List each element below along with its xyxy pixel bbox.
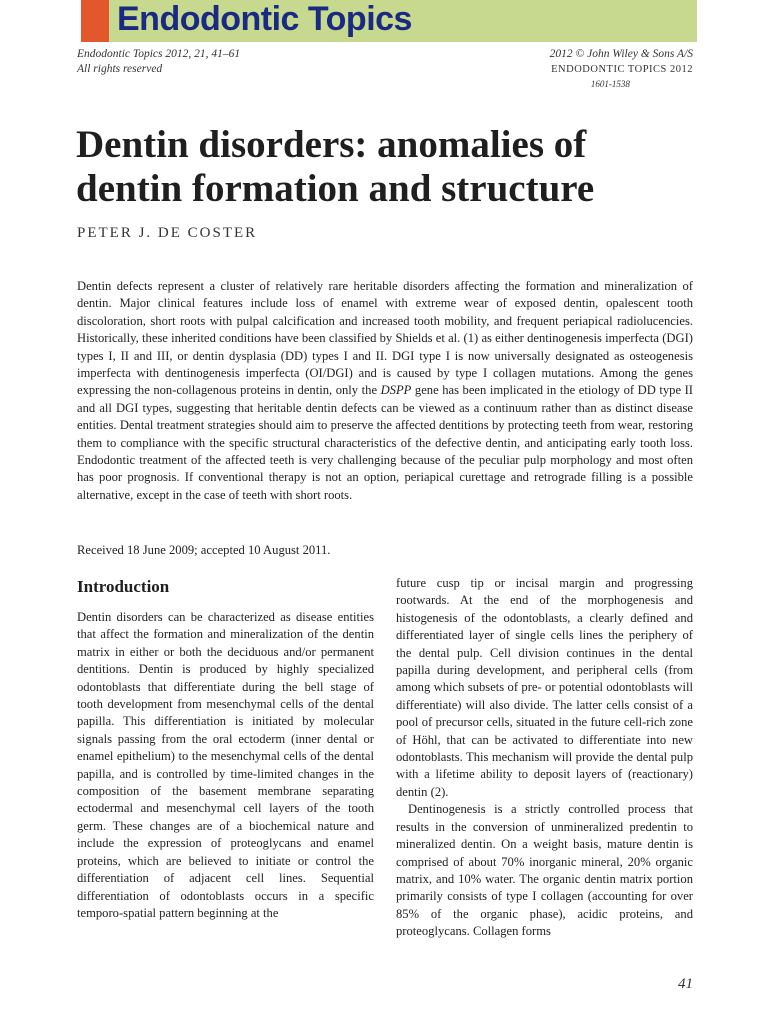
banner-accent-square — [81, 0, 109, 42]
body-paragraph: future cusp tip or incisal margin and progressing rootwards. At the end of the morphogenesis and histogenesis of the odontoblasts, a clearly defined and differentiated layer of single cells lines the periphery of the dental pulp. Cell division continues in the dental papilla during development, and peripheral cells (from among which subsets of pre- or potential odontoblasts will differentiate) will also divide. The latter cells consist of a pool of precursor cells, situated in the future cell-rich zone of Höhl, that can be activated to differentiate into new odontoblasts. This mechanism will provide the dental pulp with a lifetime ability to deposit layers of (reactionary) dentin (2). — [396, 576, 693, 799]
body-paragraph: Dentinogenesis is a strictly controlled process that results in the conversion of unmineralized predentin to mineralized dentin. On a weight basis, mature dentin is comprised of about 70% inorganic mineral, 20% organic matrix, and 10% water. The organic dentin matrix portion primarily consists of type I collagen (accounting for over 85% of the organic phase), acidic proteins, and proteoglycans. Collagen forms — [396, 802, 693, 939]
page-number: 41 — [678, 976, 693, 992]
journal-citation: Endodontic Topics 2012, 21, 41–61 — [77, 48, 241, 60]
right-column — [396, 575, 693, 941]
journal-title: Endodontic Topics — [117, 0, 412, 38]
received-dates: Received 18 June 2009; accepted 10 August 2011. — [77, 543, 331, 557]
left-column — [77, 576, 374, 922]
abstract — [77, 278, 693, 504]
publisher-block — [550, 47, 693, 92]
abstract-text-2: gene has been implicated in the etiology of DD type II and all DGI types, suggesting that heritable dentin defects can be viewed as a continuum rather than as distinct disease entities. Dental treatment strategies should aim to preserve the affected dentitions by protecting teeth from wear, restoring them to compliance with the specific structural characteristics of the defective dentin, and anticipating early tooth loss. Endodontic treatment of the affected teeth is very challenging because of the peculiar pulp morphology and most often has poor prognosis. If conventional therapy is not an option, periapical curettage and retrograde filling is a possible alternative, except in the case of teeth with short roots. — [77, 383, 693, 502]
copyright-notice: 2012 © John Wiley & Sons A/S — [549, 48, 693, 60]
rights-notice: All rights reserved — [77, 63, 163, 75]
author-name: PETER J. DE COSTER — [77, 225, 258, 241]
body-paragraph: Dentin disorders can be characterized as disease entities that affect the formation and mineralization of the dentin matrix in either or both the deciduous and/or permanent dentitions. Dentin is produced by highly specialized odontoblasts that differentiate during the bell stage of tooth development from mesenchymal cells of the dental papilla. This differentiation is initiated by molecular signals passing from the oral ectoderm (inner dental or enamel epithelium) to the mesenchymal cells of the dental papilla, and is controlled by time-limited changes in the composition of the basement membrane separating ectodermal and mesenchymal cell layers of the tooth germ. These changes are of a biochemical nature and include the expression of proteoglycans and enamel proteins, which are believed to initiate or control the differentiation of adjacent cell lines. Sequential differentiation of odontoblasts occurs in a specific temporo-spatial pattern beginning at the — [77, 610, 374, 920]
gene-name: DSPP — [380, 383, 412, 398]
journal-banner — [81, 0, 697, 42]
issn: 1601-1538 — [590, 79, 630, 89]
article-title: Dentin disorders: anomalies of dentin formation and structure — [76, 123, 595, 210]
journal-series: ENDODONTIC TOPICS 2012 — [551, 64, 693, 75]
abstract-text-1: Dentin defects represent a cluster of relatively rare heritable disorders affecting the formation and mineralization of dentin. Major clinical features include loss of enamel with extreme wear of exposed dentin, opalescent tooth discoloration, short roots with pulpal calcification and increased tooth mobility, and frequent periapical radiolucencies. Historically, these inherited conditions have been classified by Shields et al. (1) as either dentinogenesis imperfecta (DGI) types I, II and III, or dentin dysplasia (DD) types I and II. DGI type I is now universally designated as osteogenesis imperfecta with dentinogenesis imperfecta (OI/DGI) and is caused by type I collagen mutations. Among the genes expressing the non-collagenous proteins in dentin, only the — [77, 279, 693, 398]
citation-block — [77, 47, 240, 77]
section-heading: Introduction — [77, 577, 170, 596]
